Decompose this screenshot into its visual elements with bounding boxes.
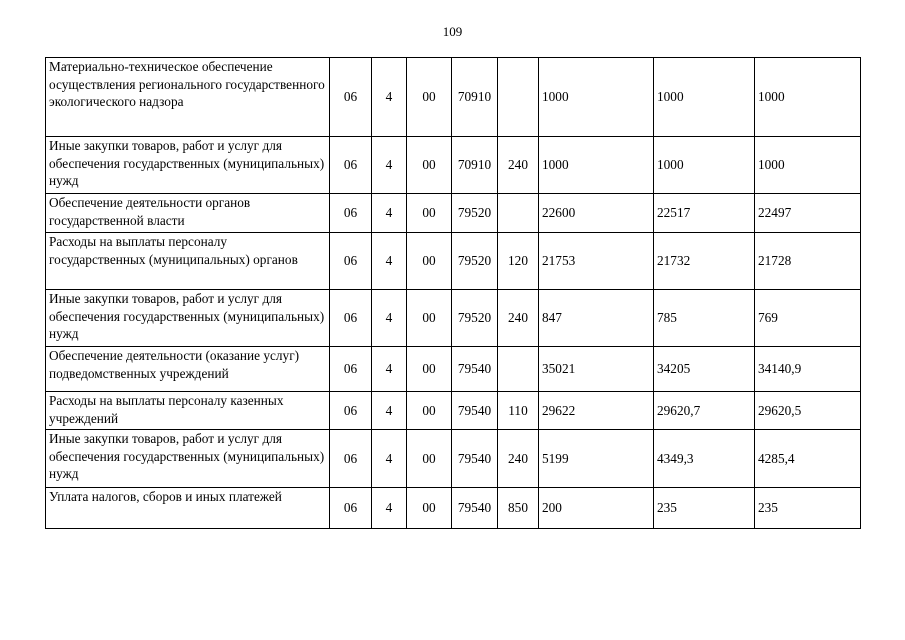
amount-year-3: 1000 — [755, 58, 861, 137]
expense-type-code — [498, 194, 539, 233]
section-code: 06 — [330, 194, 372, 233]
program-code: 00 — [407, 194, 452, 233]
subsection-code: 4 — [372, 430, 407, 488]
program-code: 00 — [407, 392, 452, 430]
expense-type-code: 240 — [498, 290, 539, 347]
amount-year-1: 22600 — [539, 194, 654, 233]
amount-year-2: 1000 — [654, 137, 755, 194]
amount-year-3: 34140,9 — [755, 347, 861, 392]
target-article-code: 79520 — [452, 194, 498, 233]
section-code: 06 — [330, 137, 372, 194]
amount-year-1: 200 — [539, 488, 654, 529]
section-code: 06 — [330, 430, 372, 488]
amount-year-1: 847 — [539, 290, 654, 347]
amount-year-1: 21753 — [539, 233, 654, 290]
amount-year-3: 1000 — [755, 137, 861, 194]
amount-year-3: 769 — [755, 290, 861, 347]
row-name: Уплата налогов, сборов и иных платежей — [46, 488, 330, 529]
row-name: Иные закупки товаров, работ и услуг для обеспечения государственных (муниципальных) нужд — [46, 290, 330, 347]
row-name: Расходы на выплаты персоналу государственных (муниципальных) органов — [46, 233, 330, 290]
table-row — [46, 137, 861, 194]
amount-year-2: 785 — [654, 290, 755, 347]
program-code: 00 — [407, 488, 452, 529]
subsection-code: 4 — [372, 290, 407, 347]
amount-year-1: 29622 — [539, 392, 654, 430]
program-code: 00 — [407, 290, 452, 347]
row-name: Расходы на выплаты персоналу казенных учреждений — [46, 392, 330, 430]
row-name: Иные закупки товаров, работ и услуг для обеспечения государственных (муниципальных) нужд — [46, 430, 330, 488]
expense-type-code: 850 — [498, 488, 539, 529]
row-name: Обеспечение деятельности органов государственной власти — [46, 194, 330, 233]
row-name: Материально-техническое обеспечение осуществления регионального государственного экологического надзора — [46, 58, 330, 137]
section-code: 06 — [330, 347, 372, 392]
amount-year-2: 22517 — [654, 194, 755, 233]
target-article-code: 79540 — [452, 347, 498, 392]
table-row — [46, 194, 861, 233]
row-name: Иные закупки товаров, работ и услуг для обеспечения государственных (муниципальных) нужд — [46, 137, 330, 194]
target-article-code: 79540 — [452, 488, 498, 529]
table-row — [46, 233, 861, 290]
expense-type-code: 110 — [498, 392, 539, 430]
amount-year-3: 235 — [755, 488, 861, 529]
section-code: 06 — [330, 488, 372, 529]
subsection-code: 4 — [372, 392, 407, 430]
target-article-code: 79540 — [452, 392, 498, 430]
target-article-code: 70910 — [452, 58, 498, 137]
amount-year-1: 1000 — [539, 58, 654, 137]
subsection-code: 4 — [372, 488, 407, 529]
program-code: 00 — [407, 430, 452, 488]
amount-year-3: 22497 — [755, 194, 861, 233]
target-article-code: 79520 — [452, 233, 498, 290]
page-number: 109 — [442, 24, 463, 39]
program-code: 00 — [407, 233, 452, 290]
amount-year-1: 35021 — [539, 347, 654, 392]
program-code: 00 — [407, 137, 452, 194]
amount-year-3: 21728 — [755, 233, 861, 290]
amount-year-2: 4349,3 — [654, 430, 755, 488]
amount-year-2: 34205 — [654, 347, 755, 392]
amount-year-1: 5199 — [539, 430, 654, 488]
subsection-code: 4 — [372, 58, 407, 137]
table-row — [46, 58, 861, 137]
amount-year-2: 1000 — [654, 58, 755, 137]
section-code: 06 — [330, 290, 372, 347]
expense-type-code — [498, 58, 539, 137]
amount-year-1: 1000 — [539, 137, 654, 194]
budget-table — [45, 57, 861, 529]
row-name: Обеспечение деятельности (оказание услуг) подведомственных учреждений — [46, 347, 330, 392]
amount-year-3: 29620,5 — [755, 392, 861, 430]
target-article-code: 79540 — [452, 430, 498, 488]
section-code: 06 — [330, 392, 372, 430]
table-row — [46, 290, 861, 347]
subsection-code: 4 — [372, 137, 407, 194]
amount-year-2: 21732 — [654, 233, 755, 290]
amount-year-2: 29620,7 — [654, 392, 755, 430]
amount-year-3: 4285,4 — [755, 430, 861, 488]
section-code: 06 — [330, 58, 372, 137]
subsection-code: 4 — [372, 347, 407, 392]
expense-type-code: 120 — [498, 233, 539, 290]
table-row — [46, 430, 861, 488]
target-article-code: 79520 — [452, 290, 498, 347]
expense-type-code — [498, 347, 539, 392]
table-row — [46, 347, 861, 392]
section-code: 06 — [330, 233, 372, 290]
table-body — [46, 58, 861, 529]
target-article-code: 70910 — [452, 137, 498, 194]
table-row — [46, 488, 861, 529]
expense-type-code: 240 — [498, 137, 539, 194]
table-row — [46, 392, 861, 430]
subsection-code: 4 — [372, 194, 407, 233]
expense-type-code: 240 — [498, 430, 539, 488]
program-code: 00 — [407, 58, 452, 137]
amount-year-2: 235 — [654, 488, 755, 529]
program-code: 00 — [407, 347, 452, 392]
subsection-code: 4 — [372, 233, 407, 290]
